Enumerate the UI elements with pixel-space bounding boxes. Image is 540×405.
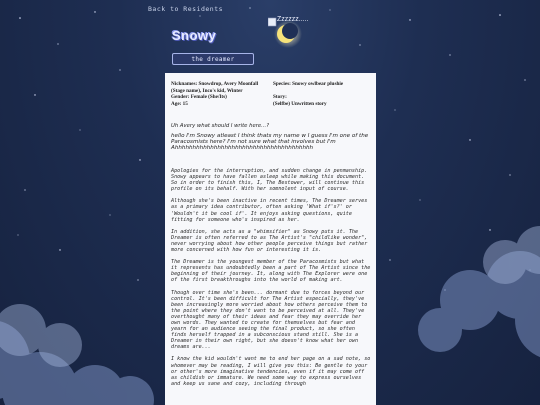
info-species: Species: Snowy owlbear plushie [273,81,344,87]
info-left-column [171,81,271,107]
back-to-residents-link[interactable]: Back to Residents [148,5,224,13]
dreamer-banner [172,53,254,65]
info-age: Age: 15 [171,100,188,107]
body-paragraph: Apologies for the interruption, and sudden change in penmanship. Snowy appears to have fallen asleep while making this document. So in order to finish this, I, The Bestower, will continue this profile on its behalf. With her somnolent input of course. [171,168,368,193]
body-paragraph: I know the kid wouldn't want me to end her page on a sad note, so whomever may be reading, I will give you this: Be gentle to your or other's more imaginative tendencies, even if it may come off as childish or immature. We need some way to express ourselves and keep us sane and cozy, including through [171,356,371,387]
moon-alt-text: Zzzzzz..... [277,16,309,23]
info-story: (Selfbe) Unwritten story [273,100,327,107]
info-story-label: Story: [273,94,287,101]
body-paragraph: Though over time she's been... dormant due to forces beyond our control. It's been difficult for The Artist especially, they've been increasingly more worried about how others perceive them to the point where they don't want to be perceived at all. They've overthought many of their ideas and fear they may override her own words. They wanted to create for themselves but fear and yearn for an audience seeing the final product, so she often finds herself trapped in a subconscious stand still. She is a Dreamer in their own right, but she doesn't know what her own dreams are... [171,289,368,351]
handwritten-intro: hello I'm Snowy atleast I think thats my name w I guess I'm one of the Paracosmists here? I'm not sure what that involves but I'm Ahhhhhhhhhhhhhhhhhhhhhhhhhhhhhhhhhhhhhhh [171,133,369,151]
moon-image [268,16,338,48]
info-nicknames: Nicknames: Snowdrop, Avery Moonfall [171,81,259,87]
page-title: Snowy [172,28,217,43]
body-paragraph: Although she's been inactive in recent times, The Dreamer serves as a primary idea contributor, often asking 'What if's?' or 'Wouldn't it be cool if'. It enjoys asking questions, quite fitting for someone who's inspired as her. [171,198,368,223]
banner-label: the dreamer [191,55,235,63]
profile-body [171,168,371,393]
info-nicknames-cont: (Stage name), Inco's kid, Winter [171,87,243,94]
info-right-column [273,81,371,107]
profile-panel [165,73,376,405]
handwritten-question: Uh Avery what should I write here...? [171,123,270,129]
body-paragraph: The Dreamer is the youngest member of the Paracosmists but what it represents has undoubtedly been a part of The Artist since the beginning of their journey. It, along with The Explorer were one of the first breakthroughs into the world of making art. [171,259,371,284]
info-gender: Gender: Female (She/Its) [171,94,227,101]
body-paragraph: In addition, she acts as a "whimsifier" as Snowy puts it. The Dreamer is often referred to as The Artist's "childlike wonder", never worrying about how other people perceive things but rather more concerned with how fun or interesting it is. [171,228,368,254]
info-spacer [273,88,371,95]
